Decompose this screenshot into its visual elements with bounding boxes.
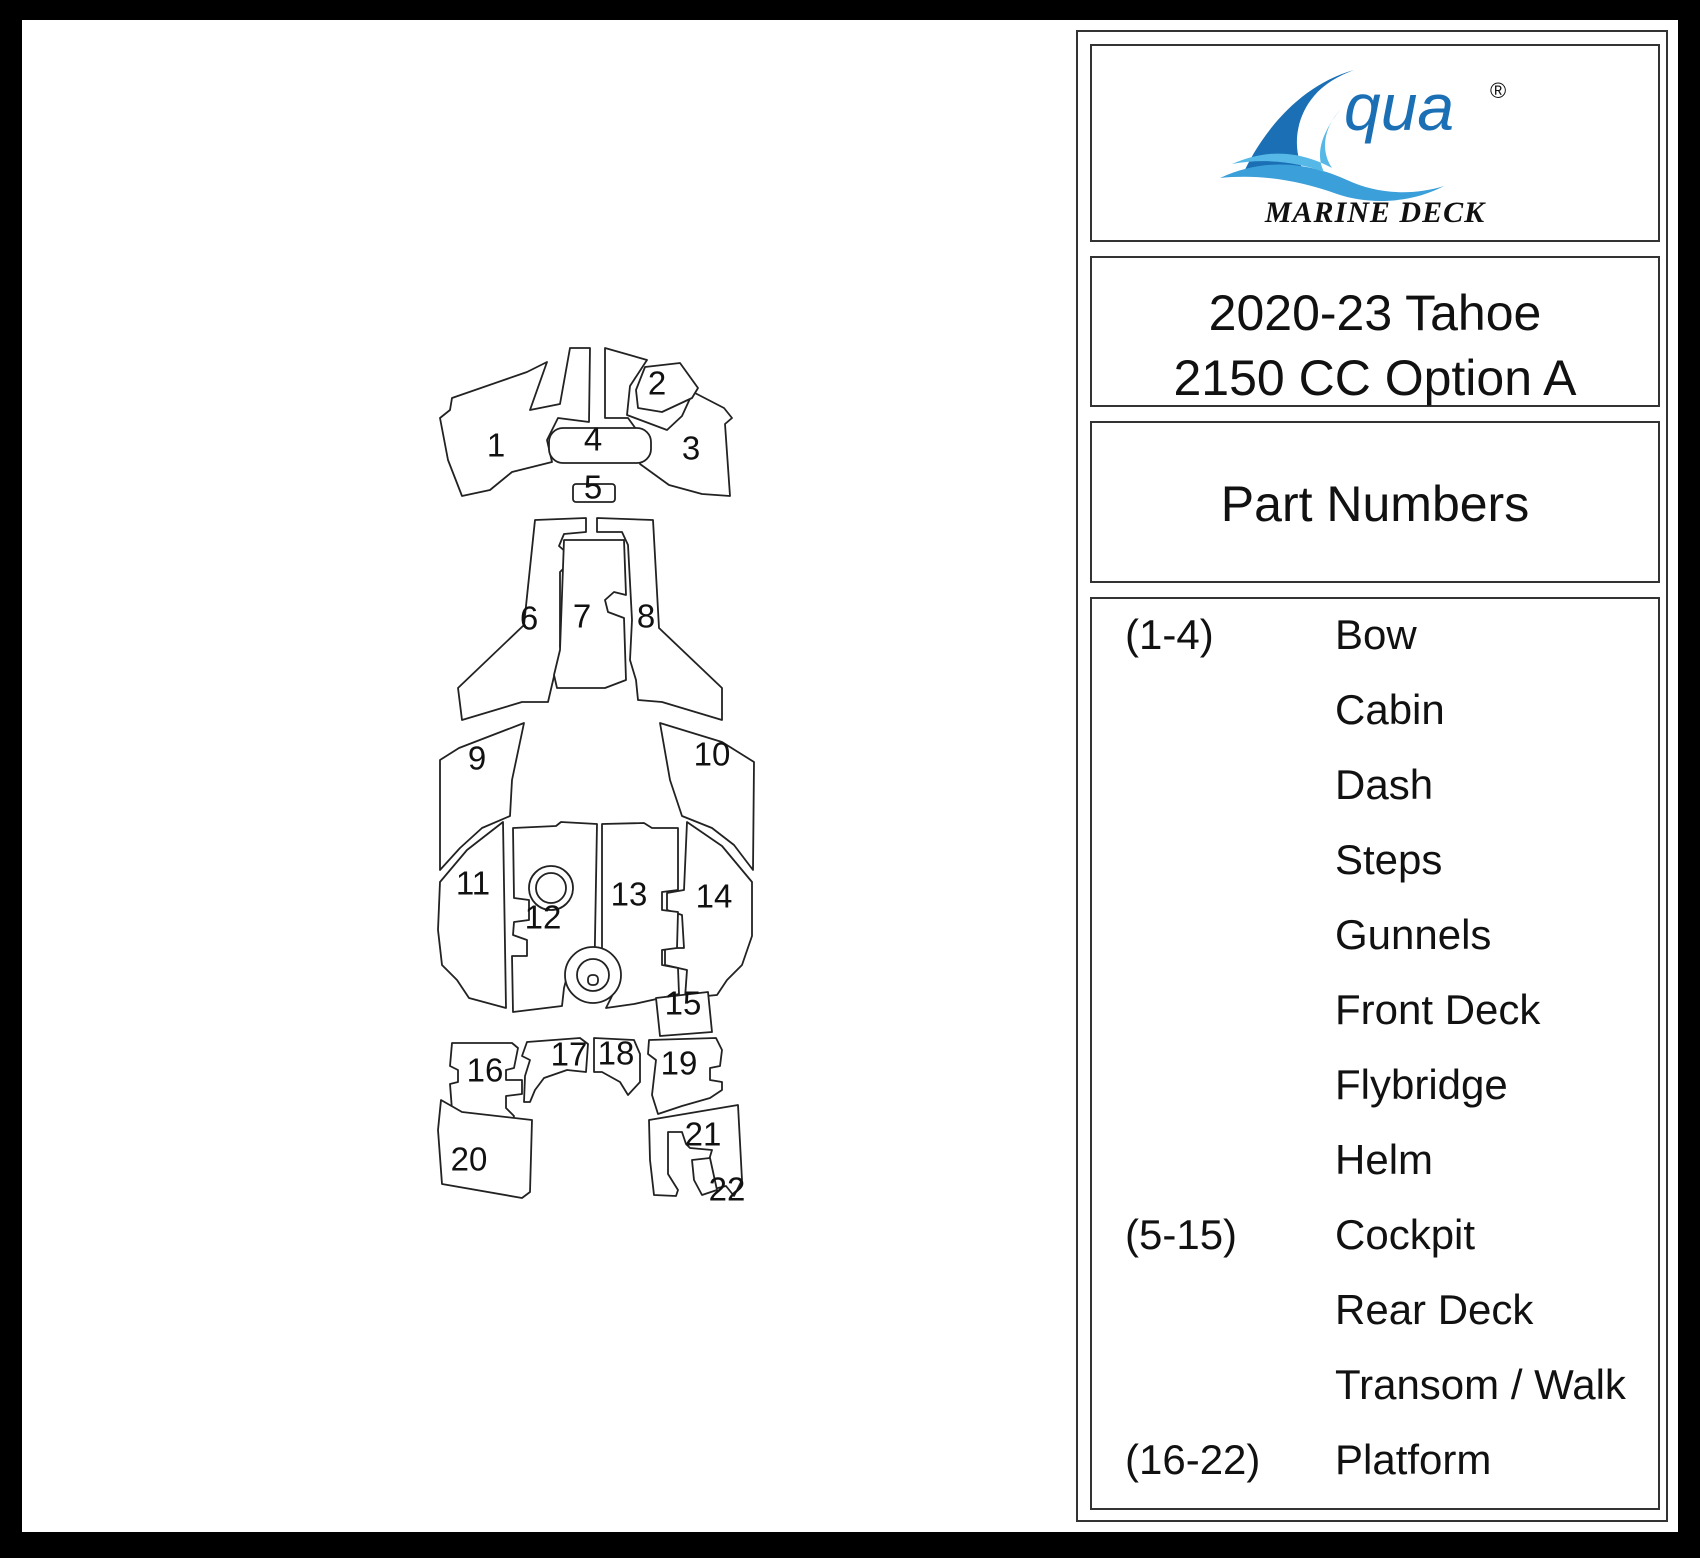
part-label-5: 5 [583,468,603,506]
part-label-20: 20 [450,1140,488,1178]
section-row-cabin [1092,686,1658,746]
part-numbers-header-panel [1090,421,1660,583]
part-label-15: 15 [664,984,702,1022]
part-label-19: 19 [660,1044,698,1082]
section-label: Gunnels [1335,911,1492,958]
section-row-dash [1092,761,1658,821]
title-block [1076,30,1668,1522]
model-title-line-2: 2150 CC Option A [1173,350,1577,406]
section-row-bow [1092,611,1658,671]
part-label-1: 1 [486,426,506,464]
section-label: Flybridge [1335,1061,1508,1108]
part-label-16: 16 [466,1051,504,1089]
part-label-8: 8 [636,597,656,635]
section-range: (16-22) [1125,1436,1261,1483]
section-range: (1-4) [1125,611,1214,658]
part-13-drain-slot [588,975,598,985]
section-label: Rear Deck [1335,1286,1534,1333]
part-label-22: 22 [708,1170,746,1208]
part-label-14: 14 [695,877,733,915]
section-label: Cabin [1335,686,1445,733]
section-label: Transom / Walk [1335,1361,1626,1408]
logo-subtitle: MARINE DECK [1264,196,1486,229]
logo-panel [1090,44,1660,242]
deck-layout-diagram [22,20,1062,1532]
part-numbers-title: Part Numbers [1220,476,1530,532]
part-label-6: 6 [519,599,539,637]
part-label-21: 21 [684,1115,722,1153]
part-label-9: 9 [467,739,487,777]
section-label: Cockpit [1335,1211,1476,1258]
part-label-7: 7 [572,597,592,635]
part-label-10: 10 [693,735,731,773]
part-1-shape [440,348,590,496]
section-label: Helm [1335,1136,1434,1183]
section-row-transom-walk [1092,1361,1658,1421]
logo-wordmark: qua [1344,70,1455,144]
section-row-steps [1092,836,1658,896]
part-label-17: 17 [550,1035,588,1073]
section-label: Dash [1335,761,1434,808]
section-label: Bow [1335,611,1417,658]
section-label: Steps [1335,836,1443,883]
model-panel [1090,256,1660,407]
logo-registered-mark: ® [1490,78,1507,103]
part-label-12: 12 [524,898,562,936]
part-label-11: 11 [455,864,491,902]
section-row-front-deck [1092,986,1658,1046]
drawing-sheet [22,20,1678,1532]
model-title-line-1: 2020-23 Tahoe [1208,285,1542,341]
section-row-platform [1092,1436,1658,1496]
part-label-18: 18 [597,1034,635,1072]
section-row-helm [1092,1136,1658,1196]
part-label-4: 4 [583,420,603,458]
section-range: (5-15) [1125,1211,1238,1258]
section-list-panel [1090,597,1660,1510]
part-label-13: 13 [610,875,648,913]
section-row-rear-deck [1092,1286,1658,1346]
part-label-2: 2 [647,364,667,402]
section-label: Platform [1335,1436,1492,1483]
part-label-3: 3 [681,429,701,467]
section-row-flybridge [1092,1061,1658,1121]
section-row-gunnels [1092,911,1658,971]
section-row-cockpit [1092,1211,1658,1271]
section-label: Front Deck [1335,986,1541,1033]
